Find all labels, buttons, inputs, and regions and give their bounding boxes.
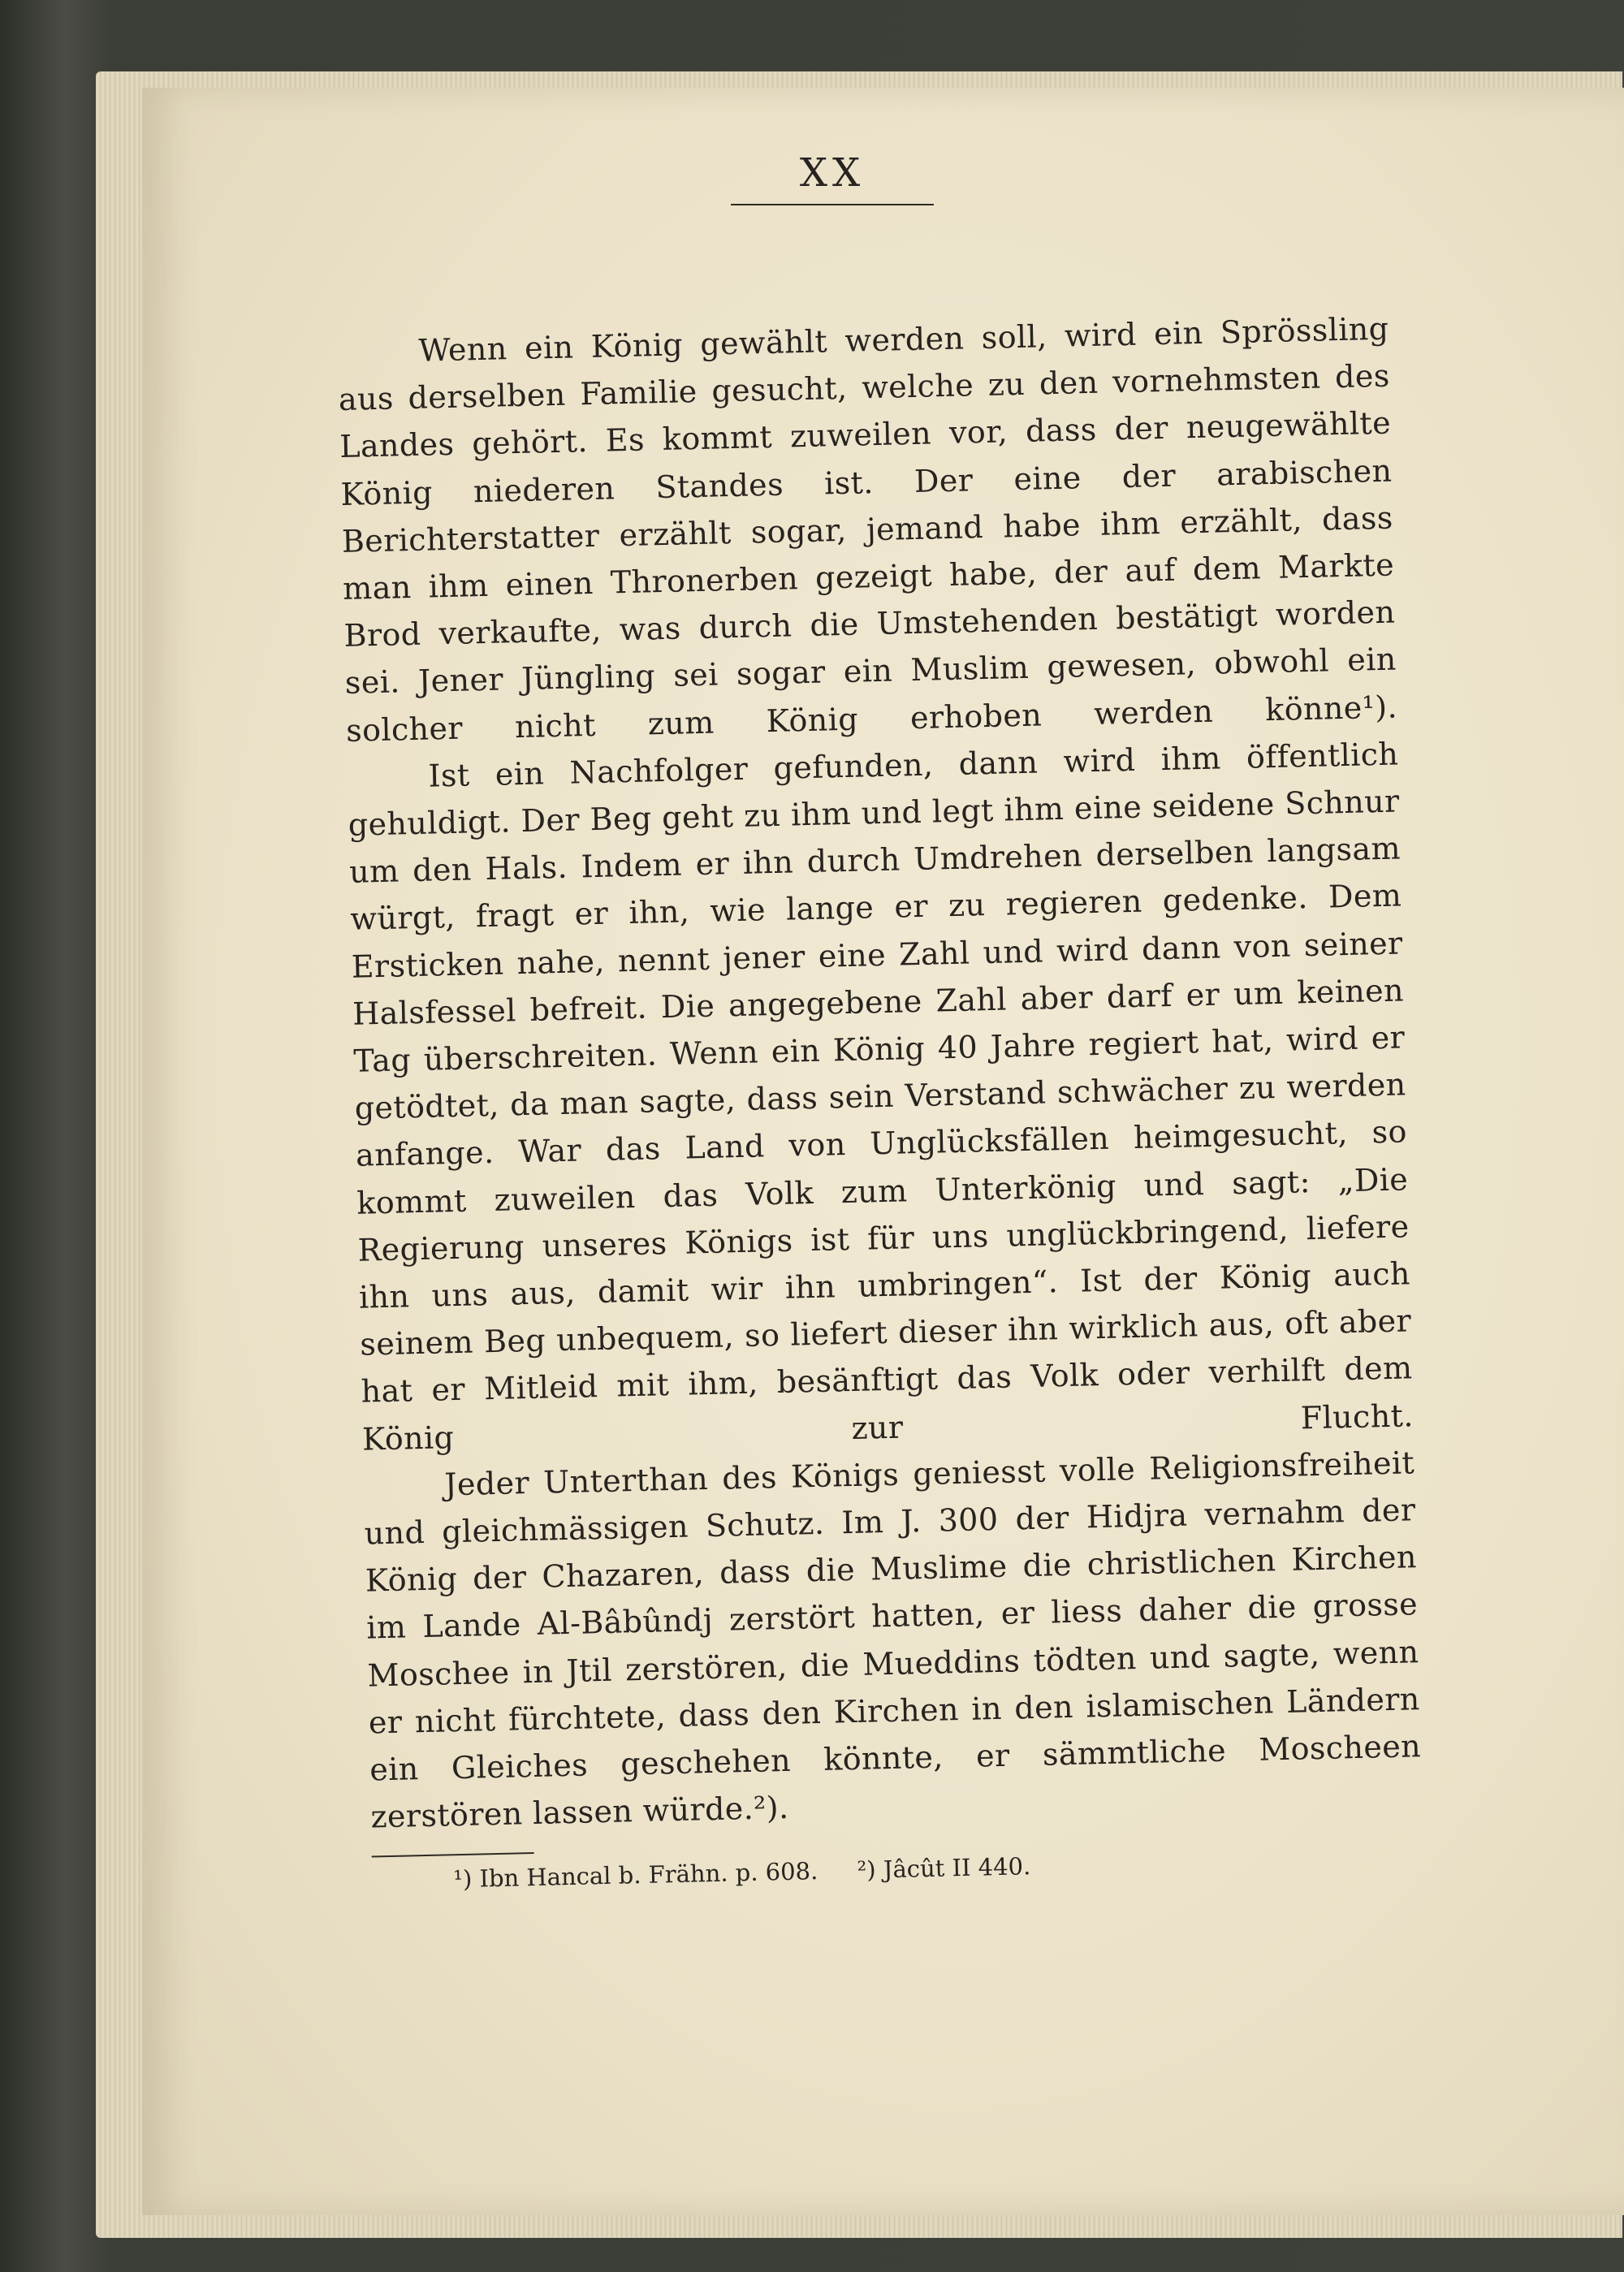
footnote-2-marker: ²) — [857, 1855, 876, 1884]
footnote-divider — [372, 1851, 534, 1857]
paragraph-3: Jeder Unterthan des Königs geniesst volle Religionsfreiheit und gleichmässigen Schutz. Im J. 300 der Hidjra vernahm der König der Chazaren, dass die Muslime die christlichen Kirchen im Lande Al-Bâbûndj zerstört hatten, er liess daher die grosse Moschee in Jtil zerstören, die Mueddins tödten und sagte, wenn er nicht fürchtete, dass den Kirchen in den islamischen Ländern ein Gleiches geschehen könnte, er sämmtliche Moscheen zerstören lassen würde.²). — [364, 1445, 1422, 1835]
footnote-1-marker: ¹) — [452, 1864, 473, 1893]
footnote-spacer — [826, 1878, 850, 1879]
footnote-2-text: Jâcût II 440. — [883, 1851, 1031, 1883]
paragraph-1: Wenn ein König gewählt werden soll, wird ein Sprössling aus derselben Familie gesucht, welche zu den vornehmsten des Landes gehört. Es kommt zuweilen vor, dass der neugewählte König niederen Standes ist. Der eine der arabischen Berichterstatter erzählt sogar, jemand habe ihm erzählt, dass man ihm einen Thronerben gezeigt habe, der auf dem Markte Brod verkaufte, was durch die Umstehenden bestätigt worden sei. Jener Jüngling sei sogar ein Muslim gewesen, obwohl ein solcher nicht zum König erhoben werden könne¹). — [338, 310, 1398, 749]
footnote-1-text: Ibn Hancal b. Frähn. p. 608. — [479, 1856, 818, 1893]
page-number: XX — [731, 150, 934, 205]
body-text — [337, 305, 1424, 1898]
paragraph-2: Ist ein Nachfolger gefunden, dann wird ihm öffentlich gehuldigt. Der Beg geht zu ihm und legt ihm eine seidene Schnur um den Hals. Indem er ihn durch Umdrehen derselben langsam würgt, fragt er ihn, wie lange er zu regieren gedenke. Dem Ersticken nahe, nennt jener eine Zahl und wird dann von seiner Halsfessel befreit. Die angegebene Zahl aber darf er um keinen Tag überschreiten. Wenn ein König 40 Jahre regiert hat, wird er getödtet, da man sagte, dass sein Verstand schwächer zu werden anfange. War das Land von Unglücksfällen heimgesucht, so kommt zuweilen das Volk zum Unterkönig und sagt: „Die Regierung unseres Königs ist für uns unglückbringend, liefere ihn uns aus, damit wir ihn umbringen“. Ist der König auch seinem Beg unbequem, so liefert dieser ihn wirklich aus, oft aber hat er Mitleid mit ihm, besänftigt das Volk oder verhilft dem König zur Flucht. — [348, 736, 1415, 1458]
